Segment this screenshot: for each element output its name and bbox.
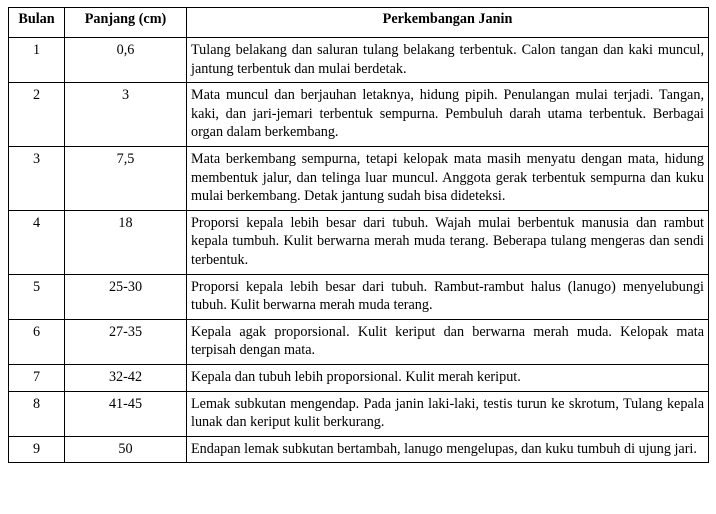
- development-cell: Endapan lemak subkutan bertambah, lanugo mengelupas, dan kuku tumbuh di ujung jari.: [187, 436, 709, 463]
- month-cell: 1: [9, 38, 65, 83]
- header-row: [9, 8, 709, 38]
- month-cell: 3: [9, 146, 65, 210]
- month-cell: 2: [9, 83, 65, 147]
- table-row: [9, 364, 709, 391]
- length-cell: 25-30: [65, 274, 187, 319]
- table-row: [9, 319, 709, 364]
- header-month: Bulan: [9, 8, 65, 38]
- length-cell: 0,6: [65, 38, 187, 83]
- header-length: Panjang (cm): [65, 8, 187, 38]
- length-cell: 32-42: [65, 364, 187, 391]
- development-cell: Proporsi kepala lebih besar dari tubuh. Wajah mulai berbentuk manusia dan rambut kepala tumbuh. Kulit berwarna merah muda terang. Beberapa tulang mengeras dan sendi terbentuk.: [187, 210, 709, 274]
- development-cell: Tulang belakang dan saluran tulang belakang terbentuk. Calon tangan dan kaki muncul, jantung terbentuk dan mulai berdetak.: [187, 38, 709, 83]
- table-row: [9, 210, 709, 274]
- fetal-development-table: [8, 7, 709, 463]
- table-header: [9, 8, 709, 38]
- month-cell: 4: [9, 210, 65, 274]
- table-row: [9, 391, 709, 436]
- month-cell: 7: [9, 364, 65, 391]
- length-cell: 27-35: [65, 319, 187, 364]
- month-cell: 6: [9, 319, 65, 364]
- development-cell: Proporsi kepala lebih besar dari tubuh. Rambut-rambut halus (lanugo) menyelubungi tubuh. Kulit berwarna merah muda terang.: [187, 274, 709, 319]
- development-cell: Mata berkembang sempurna, tetapi kelopak mata masih menyatu dengan mata, hidung membentuk jalur, dan telinga luar muncul. Anggota gerak terbentuk sempurna dan kuku mulai berkembang. Detak jantung sudah bisa dideteksi.: [187, 146, 709, 210]
- table-row: [9, 436, 709, 463]
- length-cell: 41-45: [65, 391, 187, 436]
- development-cell: Kepala dan tubuh lebih proporsional. Kulit merah keriput.: [187, 364, 709, 391]
- length-cell: 18: [65, 210, 187, 274]
- table-row: [9, 38, 709, 83]
- length-cell: 50: [65, 436, 187, 463]
- length-cell: 3: [65, 83, 187, 147]
- table-row: [9, 83, 709, 147]
- development-cell: Kepala agak proporsional. Kulit keriput dan berwarna merah muda. Kelopak mata terpisah dengan mata.: [187, 319, 709, 364]
- month-cell: 9: [9, 436, 65, 463]
- development-cell: Lemak subkutan mengendap. Pada janin laki-laki, testis turun ke skrotum, Tulang kepala lunak dan keriput kulit berkurang.: [187, 391, 709, 436]
- table-body: [9, 38, 709, 463]
- month-cell: 5: [9, 274, 65, 319]
- header-development: Perkembangan Janin: [187, 8, 709, 38]
- table-row: [9, 274, 709, 319]
- table-row: [9, 146, 709, 210]
- development-cell: Mata muncul dan berjauhan letaknya, hidung pipih. Penulangan mulai terjadi. Tangan, kaki, dan jari-jemari terbentuk sempurna. Pembuluh darah utama terbentuk. Berbagai organ dalam berkembang.: [187, 83, 709, 147]
- month-cell: 8: [9, 391, 65, 436]
- length-cell: 7,5: [65, 146, 187, 210]
